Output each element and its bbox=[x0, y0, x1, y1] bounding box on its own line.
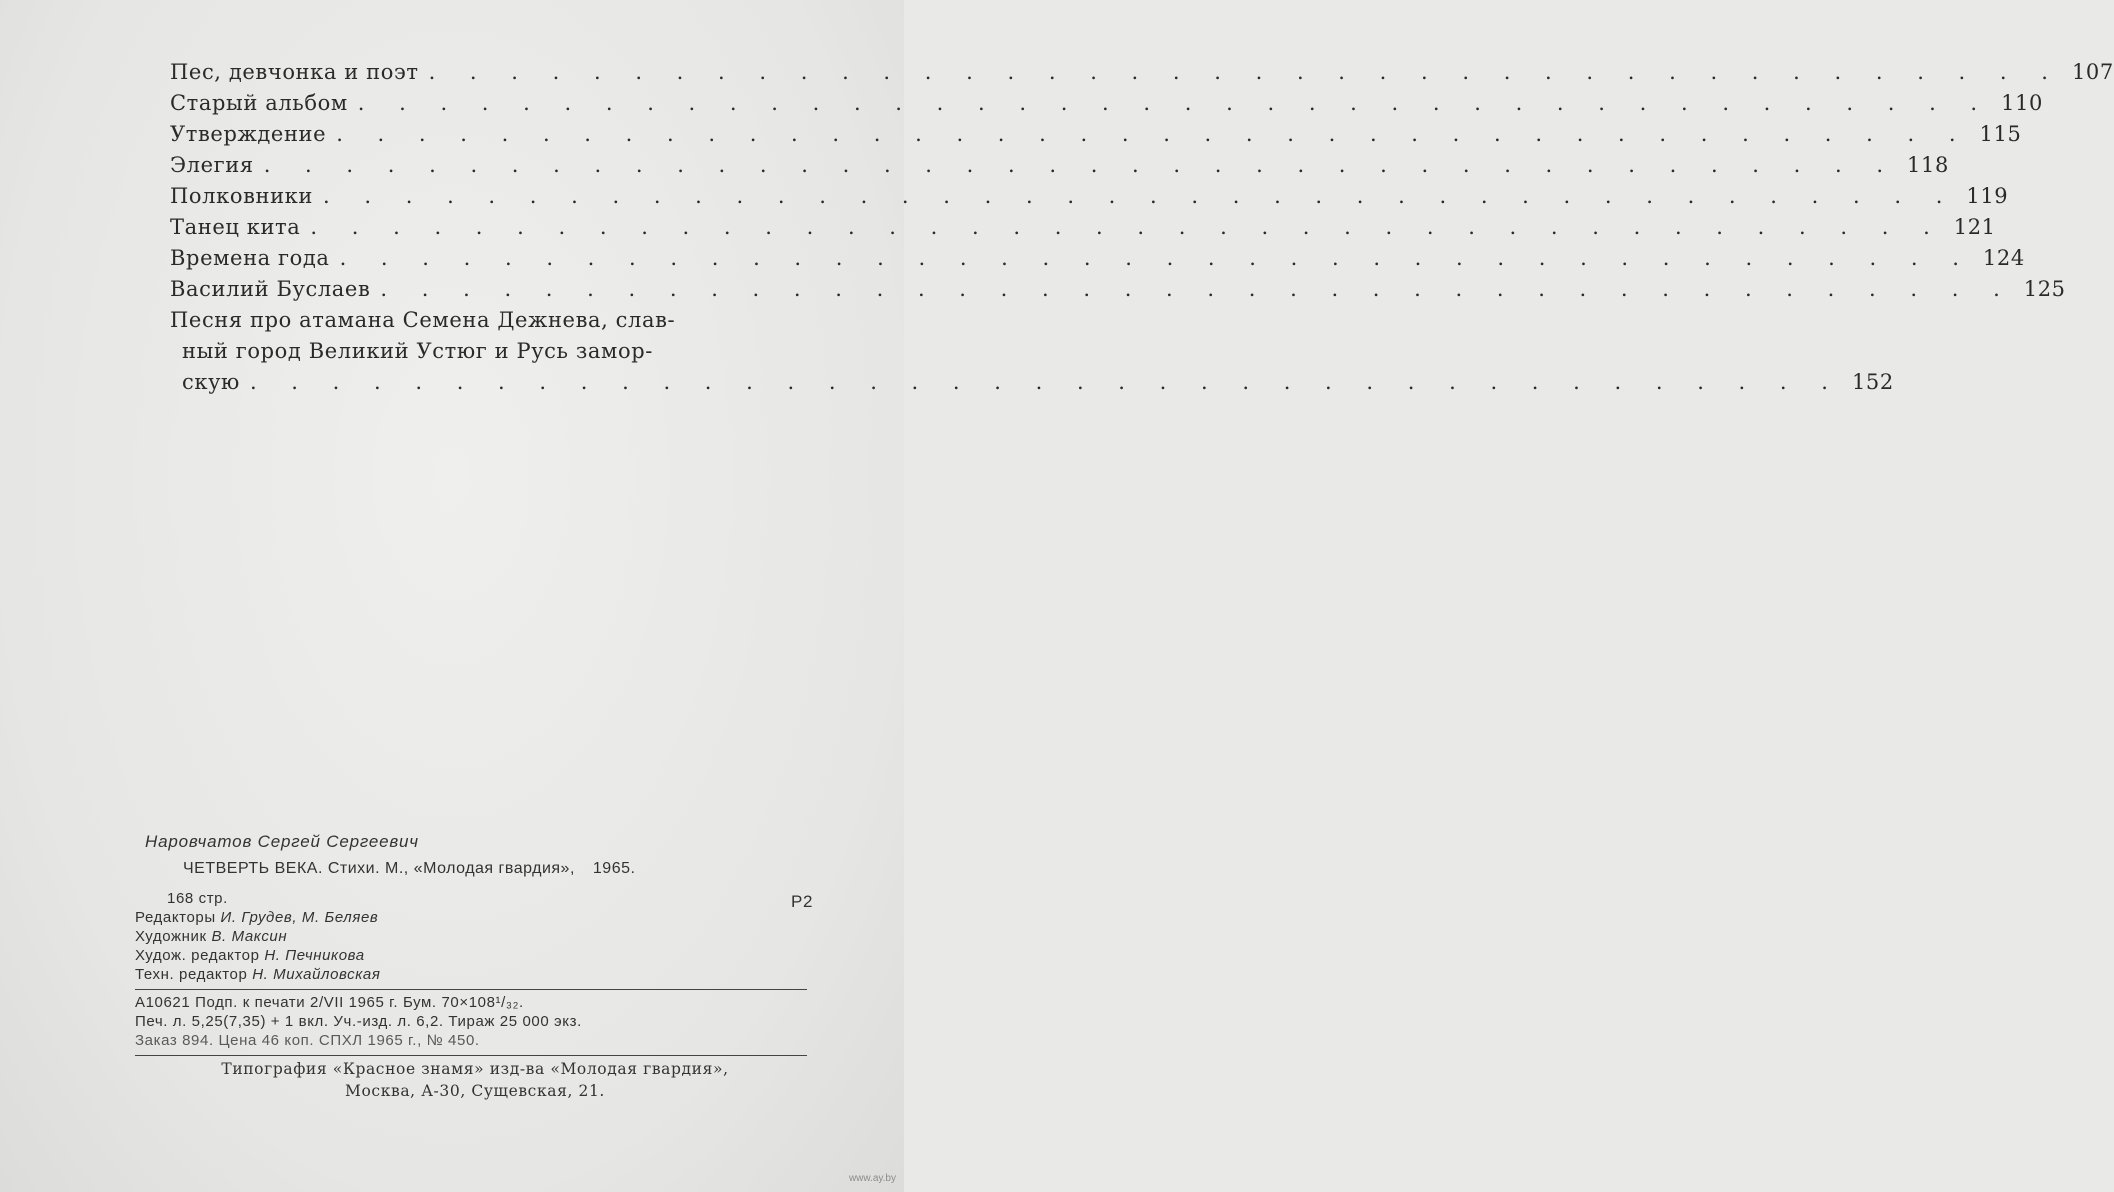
toc-page-number: 124 bbox=[1982, 246, 2025, 270]
toc-entry-title-line: скую bbox=[182, 370, 240, 394]
toc-entry bbox=[170, 122, 2022, 153]
print-info-line: А10621 Подп. к печати 2/VII 1965 г. Бум. 70×108¹/₃₂. bbox=[135, 994, 524, 1011]
toc-leader-dots: . . . . . . . . . . . . . . . . . . . . . . . . . . . . . . . . . . . . . . . . bbox=[263, 153, 1898, 177]
toc-leader-dots: . . . . . . . . . . . . . . . . . . . . . . . . . . . . . . . . . . . . . . . . bbox=[336, 122, 1970, 146]
toc-leader-dots: . . . . . . . . . . . . . . . . . . . . . . . . . . . . . . . . . . . . . . . . bbox=[310, 215, 1944, 239]
work-details: Стихи. М., «Молодая гвардия», bbox=[327, 860, 575, 877]
tech-editor-label: Техн. редактор bbox=[135, 966, 248, 983]
author-name: Наровчатов Сергей Сергеевич bbox=[145, 832, 419, 851]
editors-label: Редакторы bbox=[135, 909, 216, 926]
editors-line bbox=[135, 909, 815, 928]
toc-entry-title: Времена года bbox=[170, 246, 330, 270]
toc-entry-title: Утверждение bbox=[170, 122, 327, 146]
toc-entry-title: Танец кита bbox=[170, 215, 301, 239]
credits bbox=[135, 890, 815, 985]
artist-name: В. Максин bbox=[211, 928, 288, 945]
toc-entry-title: Полковники bbox=[170, 184, 314, 208]
toc-page-number: 107 bbox=[2071, 60, 2114, 84]
artist-label: Художник bbox=[135, 928, 207, 945]
editors-names: И. Грудев, М. Беляев bbox=[220, 909, 379, 926]
toc-entry-title: Старый альбом bbox=[170, 91, 348, 115]
toc-entry bbox=[170, 277, 2066, 308]
printing-house-line: Типография «Красное знамя» изд-ва «Молодая гвардия», bbox=[221, 1060, 729, 1078]
work-year: 1965. bbox=[592, 860, 636, 877]
print-info bbox=[135, 994, 815, 1051]
toc-entry-title-line: Песня про атамана Семена Дежнева, слав- bbox=[170, 308, 676, 332]
toc-page-number: 110 bbox=[2001, 91, 2043, 115]
toc-page-number: 119 bbox=[1966, 184, 2009, 208]
tech-editor-line bbox=[135, 966, 815, 985]
toc-entry bbox=[170, 91, 2043, 122]
toc-page-number: 115 bbox=[1979, 122, 2022, 146]
divider bbox=[135, 1055, 807, 1056]
work-title: ЧЕТВЕРТЬ ВЕКА. bbox=[183, 860, 323, 877]
table-of-contents bbox=[170, 60, 2114, 401]
printing-house-address: Москва, А-30, Сущевская, 21. bbox=[345, 1082, 605, 1100]
imprint bbox=[135, 832, 815, 1104]
art-editor-name: Н. Печникова bbox=[264, 947, 365, 964]
toc-entry bbox=[170, 215, 1996, 246]
toc-leader-dots: . . . . . . . . . . . . . . . . . . . . . . . . . . . . . . . . . . . . . . . . bbox=[357, 91, 1992, 115]
toc-page-number: 152 bbox=[1851, 370, 1894, 394]
toc-leader-dots: . . . . . . . . . . . . . . . . . . . . . . . . . . . . . . . . . . . . . . . . bbox=[323, 184, 1957, 208]
printing-house bbox=[135, 1060, 815, 1104]
toc-page-number: 125 bbox=[2023, 277, 2066, 301]
tech-editor-name: Н. Михайловская bbox=[252, 966, 381, 983]
art-editor-label: Худож. редактор bbox=[135, 947, 260, 964]
toc-entry-multiline bbox=[170, 308, 1894, 401]
toc-leader-dots: . . . . . . . . . . . . . . . . . . . . . . . . . . . . . . . . . . . . . . . bbox=[249, 370, 1842, 394]
toc-entry bbox=[170, 246, 2025, 277]
toc-leader-dots: . . . . . . . . . . . . . . . . . . . . . . . . . . . . . . . . . . . . . . . . bbox=[428, 60, 2062, 84]
artist-line bbox=[135, 928, 815, 947]
toc-leader-dots: . . . . . . . . . . . . . . . . . . . . . . . . . . . . . . . . . . . . . . . . bbox=[339, 246, 1973, 270]
toc-leader-dots: . . . . . . . . . . . . . . . . . . . . . . . . . . . . . . . . . . . . . . . . bbox=[380, 277, 2014, 301]
toc-page-number: 121 bbox=[1953, 215, 1996, 239]
print-info-line: Печ. л. 5,25(7,35) + 1 вкл. Уч.-изд. л. 6,2. Тираж 25 000 экз. bbox=[135, 1013, 582, 1030]
toc-entry bbox=[170, 153, 1949, 184]
toc-entry bbox=[170, 184, 2009, 215]
toc-page-number: 118 bbox=[1907, 153, 1949, 177]
toc-entries bbox=[170, 60, 2114, 308]
toc-entry-title: Элегия bbox=[170, 153, 254, 177]
toc-entry-title-line: ный город Великий Устюг и Русь замор- bbox=[182, 339, 653, 363]
divider bbox=[135, 989, 807, 990]
watermark: www.ay.by bbox=[848, 1173, 896, 1184]
toc-entry-title: Пес, девчонка и поэт bbox=[170, 60, 419, 84]
toc-entry-title: Василий Буслаев bbox=[170, 277, 371, 301]
classification-code: Р2 bbox=[791, 892, 813, 911]
print-info-line: Заказ 894. Цена 46 коп. СПХЛ 1965 г., № 450. bbox=[135, 1032, 480, 1049]
page-count: 168 стр. bbox=[167, 890, 228, 907]
work-line bbox=[183, 860, 815, 890]
toc-entry bbox=[170, 60, 2114, 91]
art-editor-line bbox=[135, 947, 815, 966]
